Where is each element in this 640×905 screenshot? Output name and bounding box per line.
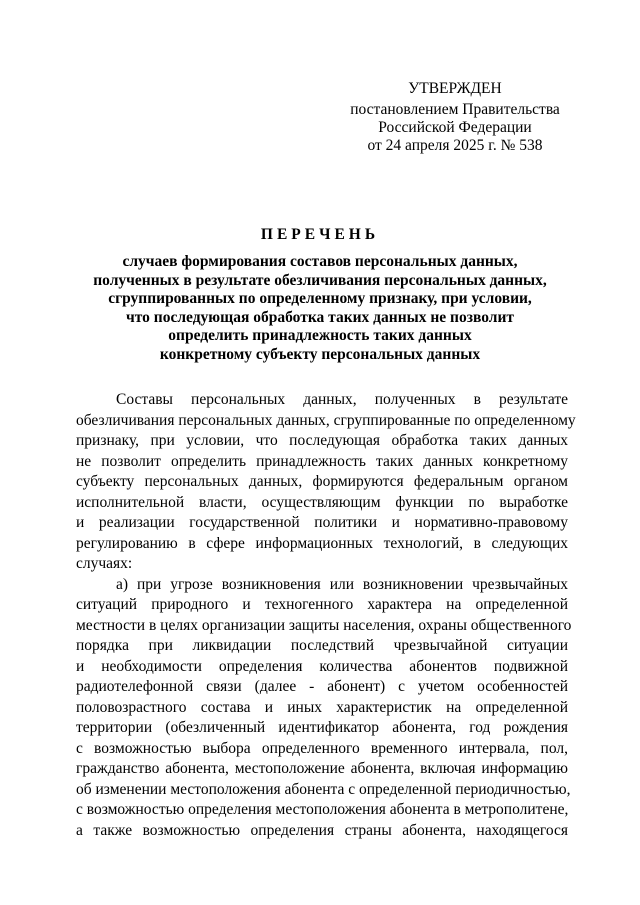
text-line: и реализации государственной политики и нормативно-правовому — [76, 514, 568, 531]
subtitle-line: сгруппированных по определенному признаку, при условии, — [108, 290, 532, 307]
text-line: порядка при ликвидации последствий чрезвычайной ситуации — [76, 637, 568, 654]
subtitle-line: случаев формирования составов персональных данных, — [122, 253, 518, 270]
text-line: случаях: — [76, 555, 133, 572]
text-line: половозрастного состава и иных характеристик на определенной — [76, 698, 568, 716]
text-line: Составы персональных данных, полученных в результате — [116, 391, 568, 408]
subtitle-line: конкретному субъекту персональных данных — [159, 345, 481, 363]
text-line: субъекту персональных данных, формируются федеральным органом — [76, 473, 568, 490]
text-line: территории (обезличенный идентификатор абонента, год рождения — [76, 719, 568, 736]
subtitle-line: полученных в результате обезличивания персональных данных, — [93, 271, 547, 289]
text-line: и необходимости определения количества абонентов подвижной — [76, 657, 568, 675]
text-line: с возможностью определения местоположения абонента в метрополитене, — [76, 801, 569, 818]
text-line: обезличивания персональных данных, сгруппированные по определенному — [76, 411, 576, 429]
document-subtitle — [60, 253, 580, 364]
text-line: гражданство абонента, местоположение абонента, включая информацию — [76, 760, 568, 777]
text-line: регулированию в сфере информационных технологий, в следующих — [76, 534, 568, 552]
paragraph-item-a — [76, 575, 572, 842]
subtitle-line: что последующая обработка таких данных не позволит — [126, 308, 514, 326]
approval-stamp — [330, 80, 580, 155]
text-line: а) при угрозе возникновения или возникновении чрезвычайных — [116, 575, 568, 593]
approved-heading: УТВЕРЖДЕН — [408, 80, 502, 97]
text-line: об изменении местоположения абонента с определенной периодичностью, — [76, 780, 571, 798]
text-line: местности в целях организации защиты населения, охраны общественного — [76, 616, 572, 634]
text-line: ситуаций природного и техногенного характера на определенной — [76, 596, 568, 613]
text-line: признаку, при условии, что последующая обработка таких данных — [76, 432, 568, 449]
text-line: исполнительной власти, осуществляющим функции по выработке — [76, 493, 568, 511]
paragraph-intro — [76, 390, 576, 575]
approval-line: Российской Федерации — [378, 119, 532, 136]
text-line: а также возможностью определения страны абонента, находящегося — [76, 821, 568, 839]
approval-line: постановлением Правительства — [350, 101, 560, 118]
text-line: радиотелефонной связи (далее - абонент) с учетом особенностей — [76, 678, 568, 695]
approval-line: от 24 апреля 2025 г. № 538 — [367, 137, 543, 154]
document-body — [76, 390, 576, 841]
text-line: не позволит определить принадлежность таких данных конкретному — [76, 452, 568, 470]
subtitle-line: определить принадлежность таких данных — [168, 327, 472, 344]
text-line: с возможностью выбора определенного временного интервала, пол, — [76, 739, 568, 757]
document-title: ПЕРЕЧЕНЬ — [260, 226, 380, 243]
